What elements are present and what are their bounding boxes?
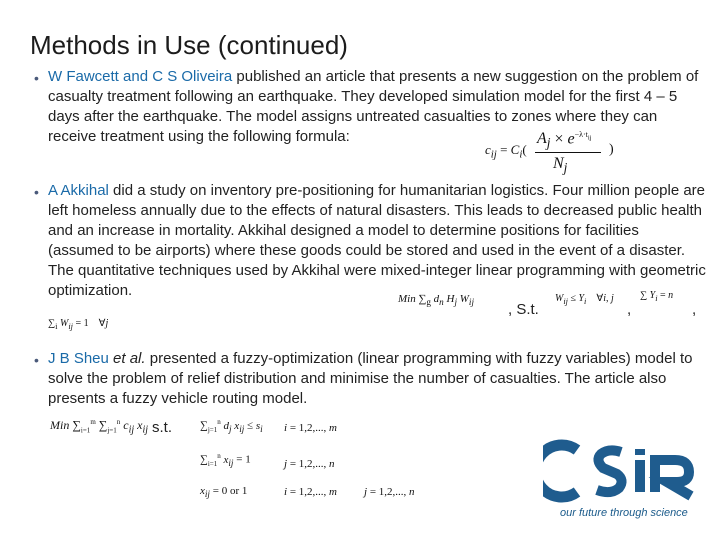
bullet-1-author: W Fawcett and C S Oliveira [48,68,233,85]
bullet-2-text [48,181,708,301]
bullet-3-author: J B Sheu [48,350,109,367]
bullet-3-text [48,349,708,409]
bullet-1-body: published an article that presents a new suggestion on the problem of casualty treatment following an earthquake. They developed simulation model for the first 4 – 5 days after the earthquake. The model assigns untreated casualties to zones where they can receive treatment using the following formula: [48,68,699,145]
formula-objective: Min $\sum_g$ $d_n$ $H_j$ $W_{ij}$ [398,293,474,308]
bullet-3-st-label: s.t. [152,419,173,436]
formula-constraint-1: $W_{ij} \le Y_i$ ∀i, j [555,293,614,306]
formula-fuzzy-range-2: j = 1,2,..., n [284,458,335,470]
logo-tagline: our future through science [560,507,688,519]
formula-constraint-2: ∑ $Y_i = n$ [640,290,674,303]
formula-fuzzy-range-1: i = 1,2,..., m [284,422,337,434]
bullet-marker: • [34,184,39,200]
bullet-2-author: A Akkihal [48,182,109,199]
bullet-2-comma-1: , [627,301,632,318]
formula-casualty-cost: $c_{ij} = C_i$( $A_j \times e^{-\lambda\cdot t_{ij}}$ $N_j$ ) [485,130,614,176]
formula-fuzzy-objective: Min $\sum_{i=1}^m$ $\sum_{j=1}^n$ $c_{ij}$ $x_{ij}$ [50,418,149,436]
bullet-marker: • [34,352,39,368]
formula-fuzzy-constraint-2: $\sum_{i=1}^n$ $x_{ij} = 1$ [200,452,251,468]
bullet-2-st-label: , S.t. [508,301,539,318]
bullet-marker: • [34,70,39,86]
formula-constraint-3: $\sum_i$ $W_{ij} = 1$ ∀j [48,318,109,331]
bullet-3-body: presented a fuzzy-optimization (linear programming with fuzzy variables) model to solve the problem of relief distribution and minimise the number of casualties. The article also presents a fuzzy vehicle routing model. [48,350,693,407]
formula-fuzzy-constraint-3: $x_{ij} = 0$ or 1 [200,485,248,500]
bullet-2-body: did a study on inventory pre-positioning for humanitarian logistics. Four million people are left homeless annually due to the effects of natural disasters. This leads to decreased public health and an increase in mortality. Akkihal designed a model to determine positions for facilities (assumed to be airports) where these goods could be stored and used in the event of a disaster. The quantitative techniques used by Akkihal were mixed-integer linear programming with geometric optimization. [48,182,706,299]
bullet-2-comma-2: , [692,301,697,318]
formula-fuzzy-constraint-1: $\sum_{j=1}^n$ $d_j$ $x_{ij} \le s_i$ [200,418,263,434]
csir-logo [543,438,701,504]
slide-title: Methods in Use (continued) [30,30,348,60]
bullet-3-et-al: et al. [108,350,146,367]
formula-fuzzy-range-4: j = 1,2,..., n [364,486,415,498]
formula-fuzzy-range-3: i = 1,2,..., m [284,486,337,498]
